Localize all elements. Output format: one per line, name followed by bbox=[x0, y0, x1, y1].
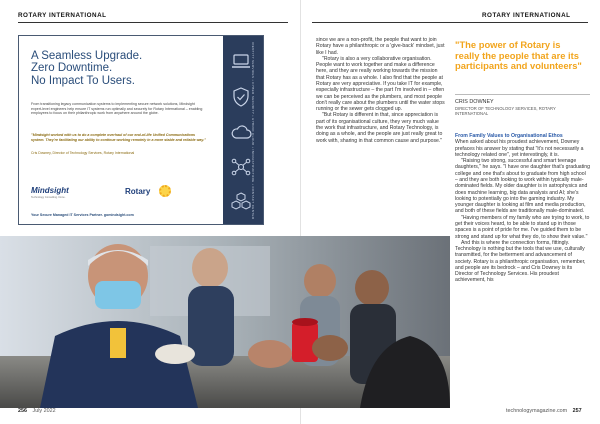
mindsight-advertisement bbox=[18, 35, 264, 225]
pull-quote-rule bbox=[455, 94, 590, 95]
ad-headline-line: Zero Downtime. bbox=[31, 62, 113, 75]
ad-footer: Your Secure Managed IT Services Partner. gomindsight.com bbox=[31, 213, 134, 217]
article-paragraph: "Rotary is also a very collaborative organisation. People want to work together and make a difference here, and they are really working towards the mission that Rotary has as a whole. I also find that the people at Rotary are very appreciative. If you take IT for example, especially infrastructure – the part I'm involved in – often we can be perceived as the plumbers, and most people don't really care about the plumbers until the water stops running or the sewer gets clogged up. bbox=[316, 55, 445, 113]
ad-headline-line: No Impact To Users. bbox=[31, 74, 135, 87]
header-rule-right bbox=[312, 22, 588, 23]
pull-quote-name: CRIS DOWNEY bbox=[455, 99, 494, 105]
mindsight-tagline: Technology Consulting. Done. bbox=[31, 196, 66, 199]
volunteers-photo bbox=[0, 236, 450, 408]
ad-headline-line: A Seamless Upgrade. bbox=[31, 50, 143, 62]
ad-attribution: Cris Downey, Director of Technology Services, Rotary International bbox=[31, 151, 135, 155]
article-paragraph: since we are a non-profit, the people that want to join Rotary have a philanthropic or a 'give-back' mindset, just like I had. bbox=[316, 37, 445, 56]
site-url: technologymagazine.com bbox=[506, 408, 568, 414]
folio-left bbox=[18, 408, 56, 414]
section-subhead: From Family Values to Organisational Ethos bbox=[455, 133, 563, 139]
article-paragraph: "Raising two strong, successful and smart teenage daughters," he says. "I have one daughter that's graduating college and one that's about to graduate from high school – and they are both looking to work within typically male-dominated fields. My older daughter is in astrophysics and does machine learning, big data analysis and AI; she's looking to potentially go into the gaming industry. My younger daughter is looking at film and media production, and both of these fields are traditionally male-dominated. bbox=[455, 158, 590, 215]
ad-side-text: IDENTITY SERVICES • CYBER SECURITY • HYBRID CLOUD • INFRASTRUCTURE • CONTACT CENTER bbox=[251, 42, 255, 220]
mindsight-logo: Mindsight bbox=[31, 186, 69, 195]
shield-check-icon bbox=[230, 86, 252, 108]
article-paragraph: When asked about his proudest achievement, Downey prefaces his answer by stating that "it's not necessarily a technology related one", yet interestingly, it is. bbox=[455, 139, 584, 158]
header-rule-left bbox=[18, 22, 288, 23]
page-number-right: 257 bbox=[572, 408, 582, 414]
network-nodes-icon bbox=[230, 156, 252, 178]
article-paragraph: And this is where the connection forms, fittingly. Technology is nothing but the tools that we use, culturally transmitted, for the betterment and advancement of society. Rotary is a philanthropic organisation, remember, and people are its bedrock – and Cris Downey is its Director of Technology Services. His proudest achievement, his bbox=[455, 239, 586, 284]
laptop-icon bbox=[230, 50, 252, 72]
issue-date: July 2022 bbox=[32, 408, 56, 414]
page-number-left: 256 bbox=[18, 408, 27, 414]
pull-quote: "The power of Rotary is really the people that are its participants and volunteers" bbox=[455, 39, 582, 71]
cubes-icon bbox=[230, 191, 252, 213]
article-column-right bbox=[455, 133, 590, 284]
rotary-logo-text: Rotary bbox=[125, 187, 151, 196]
running-header-right: ROTARY INTERNATIONAL bbox=[482, 12, 571, 19]
ad-body: From transitioning legacy communication systems to implementing secure network solutions, Mindsight expert-level engineers help ensure IT systems run optimally and securely for Rotary International – enabling employees to focus on their philanthropic work from anywhere around the globe. bbox=[31, 102, 203, 116]
ad-quote: "Mindsight worked with us to do a complete overhaul of our end-of-life Unified Communications system. They're facilitating our ability to continue working remotely in a more stable and reliable way." bbox=[31, 133, 206, 142]
rotary-wheel-icon bbox=[159, 185, 171, 197]
article-paragraph: "But Rotary is different in that, since appreciation is part of its organisational culture, they very much value the work that infrastructure, and Rotary Technology, is doing as a whole, and the people are just really great to work with, sharing in that common cause and purpose." bbox=[316, 112, 443, 144]
article-paragraph: "Having members of my family who are trying to work, to get their voices heard, to be able to stand up in those spaces is a point of pride for me. I've guided them to be strong and stand up for what they do, to show their value." bbox=[455, 214, 590, 240]
folio-right bbox=[506, 408, 582, 414]
cloud-icon bbox=[230, 122, 252, 144]
ad-headline bbox=[31, 50, 211, 87]
article-column-middle bbox=[316, 37, 446, 144]
pull-quote-role: DIRECTOR OF TECHNOLOGY SERVICES, ROTARY INTERNATIONAL bbox=[455, 106, 556, 117]
running-header-left: ROTARY INTERNATIONAL bbox=[18, 12, 107, 19]
